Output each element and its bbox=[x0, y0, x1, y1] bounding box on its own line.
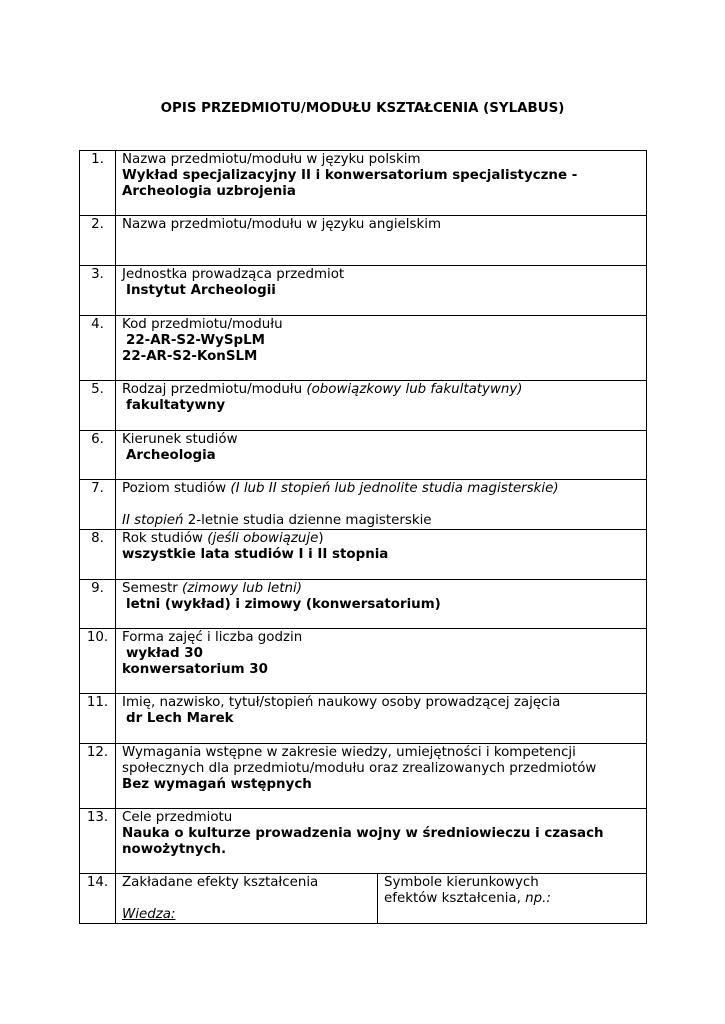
row-label: Rok studiów bbox=[122, 531, 203, 546]
row-value: letni (wykład) i zimowy (konwersatorium) bbox=[126, 597, 441, 612]
page-title: OPIS PRZEDMIOTU/MODUŁU KSZTAŁCENIA (SYLABUS) bbox=[160, 101, 565, 116]
row-value-rest: 2-letnie studia dzienne magisterskie bbox=[183, 513, 432, 528]
row-value: Archeologia uzbrojenia bbox=[122, 184, 296, 199]
row-label: Poziom studiów bbox=[122, 481, 227, 496]
row-number: 4. bbox=[80, 316, 116, 381]
row-value: fakultatywny bbox=[126, 398, 226, 413]
row-value: dr Lech Marek bbox=[126, 711, 234, 726]
row-label: Nazwa przedmiotu/modułu w języku angielskim bbox=[122, 217, 441, 232]
row-number: 9. bbox=[80, 580, 116, 629]
row-value: wykład 30 bbox=[126, 646, 203, 661]
row-label: Imię, nazwisko, tytuł/stopień naukowy osoby prowadzącej zajęcia bbox=[122, 695, 561, 710]
row-value bbox=[122, 513, 640, 529]
table-row bbox=[80, 266, 647, 316]
row-content bbox=[116, 629, 647, 694]
row-hint: np.: bbox=[525, 891, 551, 906]
row-label: Wymagania wstępne w zakresie wiedzy, umiejętności i kompetencji bbox=[122, 745, 576, 760]
row-content bbox=[116, 874, 378, 924]
table-row bbox=[80, 216, 647, 266]
row-number: 12. bbox=[80, 744, 116, 809]
table-row bbox=[80, 151, 647, 216]
table-row bbox=[80, 480, 647, 530]
row-number: 8. bbox=[80, 530, 116, 580]
table-row bbox=[80, 431, 647, 480]
row-content-right bbox=[378, 874, 647, 924]
row-value: wszystkie lata studiów I i II stopnia bbox=[122, 547, 389, 562]
row-content bbox=[116, 431, 647, 480]
table-row bbox=[80, 744, 647, 809]
row-label: Cele przedmiotu bbox=[122, 810, 233, 825]
row-number: 10. bbox=[80, 629, 116, 694]
row-subheading: Wiedza: bbox=[122, 907, 176, 922]
table-row bbox=[80, 530, 647, 580]
row-value: Instytut Archeologii bbox=[126, 283, 276, 298]
table-row bbox=[80, 629, 647, 694]
row-number: 13. bbox=[80, 809, 116, 874]
row-value: konwersatorium 30 bbox=[122, 662, 268, 677]
row-label-line bbox=[122, 382, 640, 398]
row-label: społecznych dla przedmiotu/modułu oraz zrealizowanych przedmiotów bbox=[122, 761, 597, 776]
row-number: 7. bbox=[80, 480, 116, 530]
row-content bbox=[116, 809, 647, 874]
row-label: Semestr bbox=[122, 581, 178, 596]
row-content bbox=[116, 694, 647, 744]
row-label: Forma zajęć i liczba godzin bbox=[122, 630, 303, 645]
row-label: efektów kształcenia, bbox=[384, 891, 526, 906]
row-label-line bbox=[122, 481, 640, 497]
row-number: 2. bbox=[80, 216, 116, 266]
row-hint-paren: ) bbox=[318, 531, 324, 546]
row-label-line bbox=[122, 531, 640, 547]
row-number: 5. bbox=[80, 381, 116, 431]
row-number: 11. bbox=[80, 694, 116, 744]
row-value: nowożytnych. bbox=[122, 842, 227, 857]
table-row bbox=[80, 694, 647, 744]
row-label: Zakładane efekty kształcenia bbox=[122, 875, 319, 890]
row-value: Nauka o kulturze prowadzenia wojny w średniowieczu i czasach bbox=[122, 826, 604, 841]
row-label-line bbox=[384, 891, 640, 907]
row-value-italic: II stopień bbox=[122, 513, 184, 528]
row-label: Symbole kierunkowych bbox=[384, 875, 539, 890]
row-content bbox=[116, 316, 647, 381]
row-value: Archeologia bbox=[126, 448, 216, 463]
row-value: Bez wymagań wstępnych bbox=[122, 777, 312, 792]
row-label: Kierunek studiów bbox=[122, 432, 238, 447]
row-number: 1. bbox=[80, 151, 116, 216]
table-row bbox=[80, 580, 647, 629]
row-content bbox=[116, 530, 647, 580]
row-label-line bbox=[122, 581, 640, 597]
row-content bbox=[116, 580, 647, 629]
row-label: Nazwa przedmiotu/modułu w języku polskim bbox=[122, 152, 421, 167]
row-content bbox=[116, 480, 647, 530]
table-row bbox=[80, 809, 647, 874]
row-label: Rodzaj przedmiotu/modułu bbox=[122, 382, 303, 397]
row-number: 14. bbox=[80, 874, 116, 924]
row-content bbox=[116, 216, 647, 266]
table-row bbox=[80, 316, 647, 381]
row-hint: (zimowy lub letni) bbox=[182, 581, 302, 596]
row-number: 3. bbox=[80, 266, 116, 316]
row-value: 22-AR-S2-WySpLM bbox=[126, 333, 265, 348]
row-hint: (jeśli obowiązuje bbox=[207, 531, 319, 546]
syllabus-table bbox=[79, 150, 647, 924]
row-content bbox=[116, 151, 647, 216]
row-content bbox=[116, 381, 647, 431]
table-row bbox=[80, 874, 647, 924]
row-content bbox=[116, 266, 647, 316]
row-hint: (obowiązkowy lub fakultatywny) bbox=[306, 382, 523, 397]
row-content bbox=[116, 744, 647, 809]
table-row bbox=[80, 381, 647, 431]
row-number: 6. bbox=[80, 431, 116, 480]
row-value: 22-AR-S2-KonSLM bbox=[122, 349, 258, 364]
row-hint: (I lub II stopień lub jednolite studia magisterskie) bbox=[230, 481, 559, 496]
row-label: Kod przedmiotu/modułu bbox=[122, 317, 283, 332]
row-label: Jednostka prowadząca przedmiot bbox=[122, 267, 345, 282]
row-value: Wykład specjalizacyjny II i konwersatorium specjalistyczne - bbox=[122, 168, 578, 183]
